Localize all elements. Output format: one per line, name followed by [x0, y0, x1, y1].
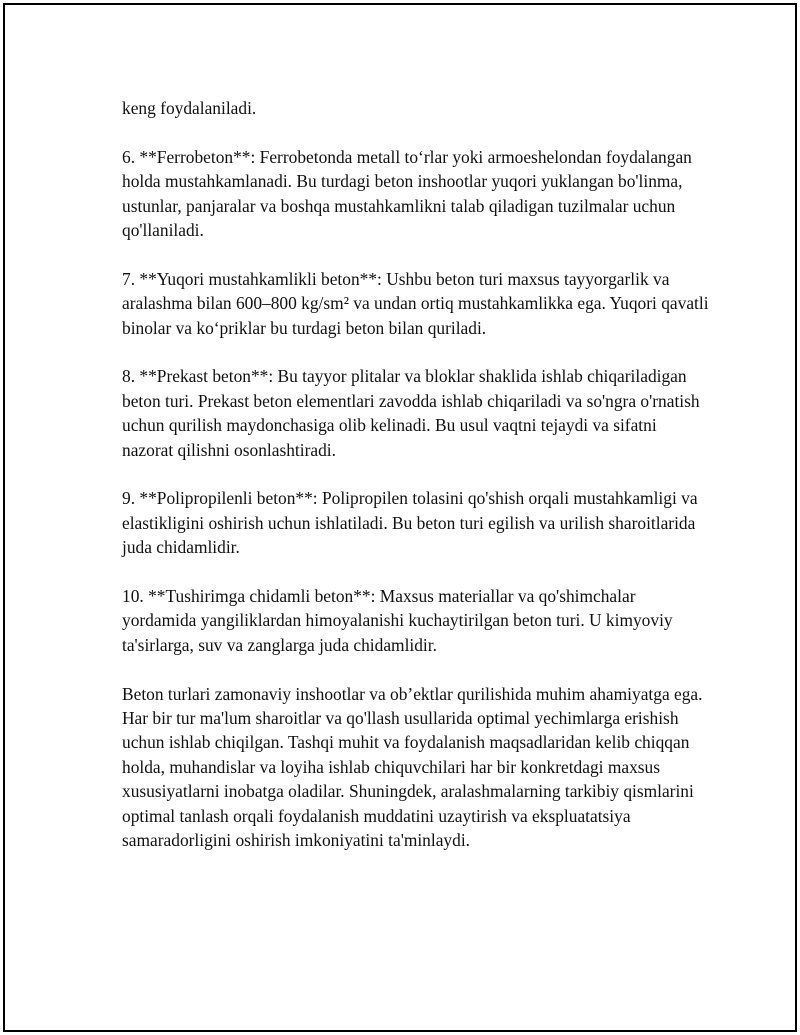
paragraph-continuation: keng foydalaniladi. [122, 98, 257, 118]
paragraph-high-strength-concrete: 7. **Yuqori mustahkamlikli beton**: Ushbu beton turi maxsus tayyorgarlik va aralashma bilan 600–800 kg/sm² va undan ortiq mustahkamlikka ega. Yuqori qavatli binolar va ko‘priklar bu turdagi beton bilan quriladi. [122, 268, 709, 338]
page-frame [3, 3, 797, 1032]
paragraph-precast-concrete: 8. **Prekast beton**: Bu tayyor plitalar va bloklar shaklida ishlab chiqariladigan beton turi. Prekast beton elementlari zavodda ishlab chiqariladi va so'ngra o'rnatish uchun qurilish maydonchasiga olib kelinadi. Bu usul vaqtni tejaydi va sifatni nazorat qilishni osonlashtiradi. [122, 366, 700, 460]
paragraph-conclusion: Beton turlari zamonaviy inshootlar va ob’ektlar qurilishida muhim ahamiyatga ega. Har bir tur ma'lum sharoitlar va qo'llash usullarida optimal yechimlarga erishish uchun ishlab chiqilgan. Tashqi muhit va foydalanish maqsadlaridan kelib chiqqan holda, muhandislar va loyiha ishlab chiquvchilari har bir konkretdagi maxsus xususiyatlarni inobatga oladilar. Shuningdek, aralashmalarning tarkibiy qismlarini optimal tanlash orqali foydalanish muddatini uzaytirish va ekspluatatsiya samaradorligini oshirish imkoniyatini ta'minlaydi. [122, 683, 703, 851]
paragraph-resistant-concrete: 10. **Tushirimga chidamli beton**: Maxsus materiallar va qo'shimchalar yordamida yangiliklardan himoyalanishi kuchaytirilgan beton turi. U kimyoviy ta'sirlarga, suv va zanglarga juda chidamlidir. [122, 586, 673, 655]
document-body [122, 96, 712, 853]
paragraph-polypropylene-concrete: 9. **Polipropilenli beton**: Polipropilen tolasini qo'shish orqali mustahkamligi va elastikligini oshirish uchun ishlatiladi. Bu beton turi egilish va urilish sharoitlarida juda chidamlidir. [122, 488, 698, 558]
paragraph-ferrobeton: 6. **Ferrobeton**: Ferrobetonda metall to‘rlar yoki armoeshelondan foydalangan holda mustahkamlanadi. Bu turdagi beton inshootlar yuqori yuklangan bo'linma, ustunlar, panjaralar va boshqa mustahkamlikni talab qiladigan tuzilmalar uchun qo'llaniladi. [122, 146, 692, 241]
